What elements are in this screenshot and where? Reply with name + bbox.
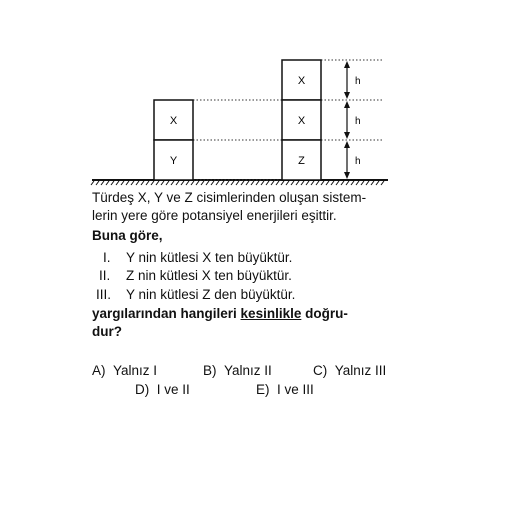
ground-hatch-mark	[326, 181, 329, 185]
height-label-top: h	[355, 76, 361, 87]
ground-hatch-mark	[251, 181, 254, 185]
ground-hatch-mark	[96, 181, 99, 185]
choice-c[interactable]	[313, 363, 386, 378]
ground-hatch-mark	[291, 181, 294, 185]
choice-a-letter: A)	[92, 363, 106, 378]
choice-e-letter: E)	[256, 382, 270, 397]
ground-hatch-mark	[171, 181, 174, 185]
choice-b-text: Yalnız II	[224, 363, 272, 378]
ground-hatch-mark	[151, 181, 154, 185]
height-arrow-bottom	[344, 141, 350, 179]
ground-hatch-mark	[261, 181, 264, 185]
choice-d-text: I ve II	[156, 382, 190, 397]
ground-hatch-mark	[141, 181, 144, 185]
ground-hatch-mark	[106, 181, 109, 185]
height-label-bottom: h	[355, 156, 361, 167]
prompt: Buna göre,	[92, 228, 163, 243]
right-stack	[282, 60, 321, 180]
statement-3-text: Y nin kütlesi Z den büyüktür.	[126, 287, 296, 302]
left-box-bottom-label: Y	[169, 155, 178, 167]
ground-hatch-mark	[321, 181, 324, 185]
ground-hatch-mark	[336, 181, 339, 185]
right-box-bottom-label: Z	[298, 155, 305, 167]
ground-hatch-mark	[91, 181, 94, 185]
right-box-top-label: X	[297, 75, 306, 87]
ground-hatch-mark	[311, 181, 314, 185]
ground-hatch-mark	[381, 181, 384, 185]
choice-a-text: Yalnız I	[113, 363, 158, 378]
ground-hatch-mark	[191, 181, 194, 185]
height-arrow-top	[344, 61, 350, 99]
ground-hatch-mark	[136, 181, 139, 185]
choice-a[interactable]	[92, 363, 157, 378]
ground-hatch-mark	[316, 181, 319, 185]
ground-hatch-mark	[121, 181, 124, 185]
ground-hatch-mark	[176, 181, 179, 185]
closing-line-1	[92, 305, 348, 323]
ground-hatch-mark	[156, 181, 159, 185]
choice-d[interactable]	[135, 382, 190, 397]
left-box-top-label: X	[169, 115, 178, 127]
ground-hatch-mark	[341, 181, 344, 185]
ground-hatch-mark	[256, 181, 259, 185]
height-label-middle: h	[355, 116, 361, 127]
ground-hatch-mark	[331, 181, 334, 185]
physics-figure	[0, 0, 529, 200]
ground-hatch-mark	[221, 181, 224, 185]
height-arrows	[344, 61, 350, 179]
ground-hatch-mark	[281, 181, 284, 185]
ground-hatch-mark	[186, 181, 189, 185]
statement-1-numeral: I.	[103, 250, 111, 265]
closing-post: doğru-	[301, 306, 348, 321]
choice-e[interactable]	[256, 382, 314, 397]
choice-e-text: I ve III	[277, 382, 314, 397]
closing-pre: yargılarından hangileri	[92, 306, 241, 321]
closing-line-2: dur?	[92, 324, 122, 339]
ground-hatch-mark	[166, 181, 169, 185]
ground-hatch-mark	[201, 181, 204, 185]
ground-hatch-mark	[116, 181, 119, 185]
height-arrow-middle	[344, 101, 350, 139]
ground-hatch-mark	[246, 181, 249, 185]
ground-hatch-mark	[301, 181, 304, 185]
right-box-middle-label: X	[297, 115, 306, 127]
ground-hatch-mark	[371, 181, 374, 185]
ground-hatch-mark	[361, 181, 364, 185]
left-stack	[154, 100, 193, 180]
ground-hatch-mark	[236, 181, 239, 185]
ground-hatch-mark	[181, 181, 184, 185]
ground-hatch-mark	[271, 181, 274, 185]
ground-hatch-mark	[231, 181, 234, 185]
ground-hatch-mark	[111, 181, 114, 185]
choice-d-letter: D)	[135, 382, 150, 397]
statement-2-text: Z nin kütlesi X ten büyüktür.	[126, 268, 292, 283]
ground-hatch-mark	[286, 181, 289, 185]
ground-hatch-mark	[366, 181, 369, 185]
intro-line-2: lerin yere göre potansiyel enerjileri eşittir.	[92, 208, 337, 223]
ground-hatch-mark	[196, 181, 199, 185]
closing-keyword: kesinlikle	[240, 306, 302, 321]
choice-c-text: Yalnız III	[334, 363, 387, 378]
ground-hatch-mark	[211, 181, 214, 185]
intro-line-1: Türdeş X, Y ve Z cisimlerinden oluşan sistem-	[92, 190, 367, 205]
choice-b[interactable]	[203, 363, 272, 378]
ground-hatch-mark	[131, 181, 134, 185]
ground-hatch-mark	[266, 181, 269, 185]
ground-hatch-mark	[351, 181, 354, 185]
ground-hatch-mark	[161, 181, 164, 185]
ground-hatch-mark	[206, 181, 209, 185]
ground-hatch-mark	[216, 181, 219, 185]
ground-hatch-mark	[226, 181, 229, 185]
ground-hatch-mark	[126, 181, 129, 185]
statement-1-text: Y nin kütlesi X ten büyüktür.	[126, 250, 293, 265]
choice-b-letter: B)	[203, 363, 217, 378]
choice-c-letter: C)	[313, 363, 328, 378]
ground-hatch-mark	[276, 181, 279, 185]
ground-hatch-mark	[356, 181, 359, 185]
ground-hatch-mark	[101, 181, 104, 185]
ground-hatch-mark	[241, 181, 244, 185]
statement-3-numeral: III.	[96, 287, 112, 302]
ground-hatch-mark	[306, 181, 309, 185]
ground-hatch-mark	[346, 181, 349, 185]
ground-hatch-mark	[296, 181, 299, 185]
statement-2-numeral: II.	[99, 268, 111, 283]
ground	[91, 180, 388, 185]
ground-hatch-mark	[146, 181, 149, 185]
ground-hatch-mark	[376, 181, 379, 185]
